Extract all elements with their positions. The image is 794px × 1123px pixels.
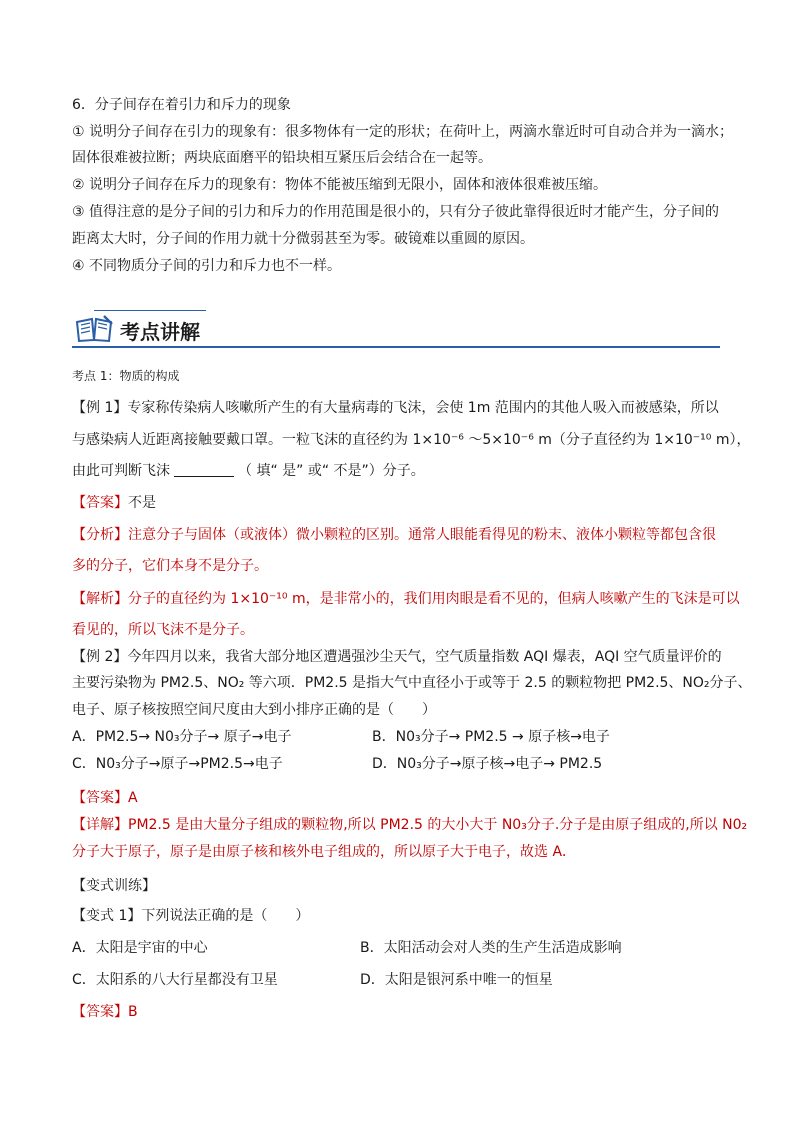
variant-answer — [72, 1002, 138, 1022]
example1-text3b: （ 填“ 是” 或“ 不是”）分子。 — [238, 463, 425, 479]
analysis-text1: 注意分子与固体（或液体）微小颗粒的区别。通常人眼能看得见的粉末、液体小颗粒等都包含很 — [128, 527, 716, 543]
paragraph-repulsion: ② 说明分子间存在斥力的现象有：物体不能被压缩到无限小，固体和液体很难被压缩。 — [72, 177, 607, 193]
example2-detail-2: 分子大于原子，原子是由原子核和核外电子组成的，所以原子大于电子，故选 A． — [72, 844, 577, 860]
answer-tag: 【答案】 — [72, 1004, 128, 1020]
example1-explain-2: 看见的，所以飞沫不是分子。 — [72, 622, 254, 638]
example1-line3 — [72, 461, 425, 481]
example1-analysis-1 — [72, 525, 716, 545]
example2-line2: 主要污染物为 PM2.5、NO₂ 等六项．PM2.5 是指大气中直径小于或等于 2.5 的颗粒物把 PM2.5、NO₂分子、 — [72, 675, 752, 691]
answer-tag: 【答案】 — [72, 790, 128, 806]
example2-option-b: B．N0₃分子→ PM2.5 → 原子核→电子 — [372, 729, 610, 745]
example1-line2: 与感染病人近距离接触要戴口罩。一粒飞沫的直径约为 1×10⁻⁶ ～5×10⁻⁶ m（分子直径约为 1×10⁻¹⁰ m）， — [72, 432, 751, 448]
paragraph-attraction-2: 固体很难被拉断；两块底面磨平的铅块相互紧压后会结合在一起等。 — [72, 150, 492, 166]
header-rule — [72, 346, 720, 348]
paragraph-range-1: ③ 值得注意的是分子间的引力和斥力的作用范围是很小的，只有分子彼此靠得很近时才能产生，分子间的 — [72, 204, 719, 220]
example2-line1 — [72, 647, 722, 667]
detail-text1: PM2.5 是由大量分子组成的颗粒物,所以 PM2.5 的大小大于 N0₃分子.分子是由原子组成的,所以 N0₂ — [128, 817, 748, 833]
example2-detail-1 — [72, 815, 747, 835]
variant-option-c: C．太阳系的八大行星都没有卫星 — [72, 972, 278, 988]
variant-option-a: A．太阳是宇宙的中心 — [72, 940, 208, 956]
example1-label: 【例 1】 — [72, 400, 128, 416]
variant-option-b: B．太阳活动会对人类的生产生活造成影响 — [360, 940, 622, 956]
example1-answer — [72, 493, 156, 513]
answer-blank — [174, 462, 234, 477]
example1-text3a: 由此可判断飞沫 — [72, 463, 170, 479]
explain-tag: 【解析】 — [72, 591, 128, 607]
section-header — [72, 308, 720, 350]
variant-heading: 【变式训练】 — [72, 878, 156, 894]
example1-analysis-2: 多的分子，它们本身不是分子。 — [72, 558, 268, 574]
example2-line3: 电子、原子核按照空间尺度由大到小排序正确的是（ ） — [72, 702, 436, 718]
topic-heading: 考点 1：物质的构成 — [72, 369, 180, 383]
paragraph-range-2: 距离太大时，分子间的作用力就十分微弱甚至为零。破镜难以重圆的原因。 — [72, 231, 534, 247]
example2-answer — [72, 788, 138, 808]
example1-explain-1 — [72, 589, 740, 609]
answer-tag: 【答案】 — [72, 495, 128, 511]
example2-option-d: D．N0₃分子→原子核→电子→ PM2.5 — [372, 756, 603, 772]
variant-question-text: 下列说法正确的是（ ） — [141, 908, 310, 924]
variant-question — [72, 906, 309, 926]
example1-line1 — [72, 398, 719, 418]
header-top-line — [94, 310, 206, 311]
analysis-tag: 【分析】 — [72, 527, 128, 543]
book-icon — [74, 314, 114, 344]
detail-tag: 【详解】 — [72, 817, 128, 833]
example2-option-c: C．N0₃分子→原子→PM2.5→电子 — [72, 756, 283, 772]
section-title: 6．分子间存在着引力和斥力的现象 — [72, 97, 291, 113]
explain-text1: 分子的直径约为 1×10⁻¹⁰ m，是非常小的，我们用肉眼是看不见的，但病人咳嗽产生的飞沫是可以 — [128, 591, 740, 607]
variant-option-d: D．太阳是银河系中唯一的恒星 — [360, 972, 553, 988]
example2-option-a: A．PM2.5→ N0₃分子→ 原子→电子 — [72, 729, 292, 745]
variant-label: 【变式 1】 — [72, 908, 142, 924]
example2-text1: 今年四月以来，我省大部分地区遭遇强沙尘天气，空气质量指数 AQI 爆表，AQI 空气质量评价的 — [127, 649, 722, 665]
example2-label: 【例 2】 — [72, 649, 128, 665]
answer-value: 不是 — [128, 495, 156, 511]
header-title: 考点讲解 — [120, 320, 200, 344]
paragraph-attraction-1: ① 说明分子间存在引力的现象有：很多物体有一定的形状；在荷叶上，两滴水靠近时可自动合并为一滴水； — [72, 124, 733, 140]
example1-text1: 专家称传染病人咳嗽所产生的有大量病毒的飞沫，会使 1m 范围内的其他人吸入而被感染，所以 — [127, 400, 719, 416]
paragraph-difference: ④ 不同物质分子间的引力和斥力也不一样。 — [72, 258, 341, 274]
answer-value: A — [128, 790, 138, 806]
answer-value: B — [128, 1004, 138, 1020]
